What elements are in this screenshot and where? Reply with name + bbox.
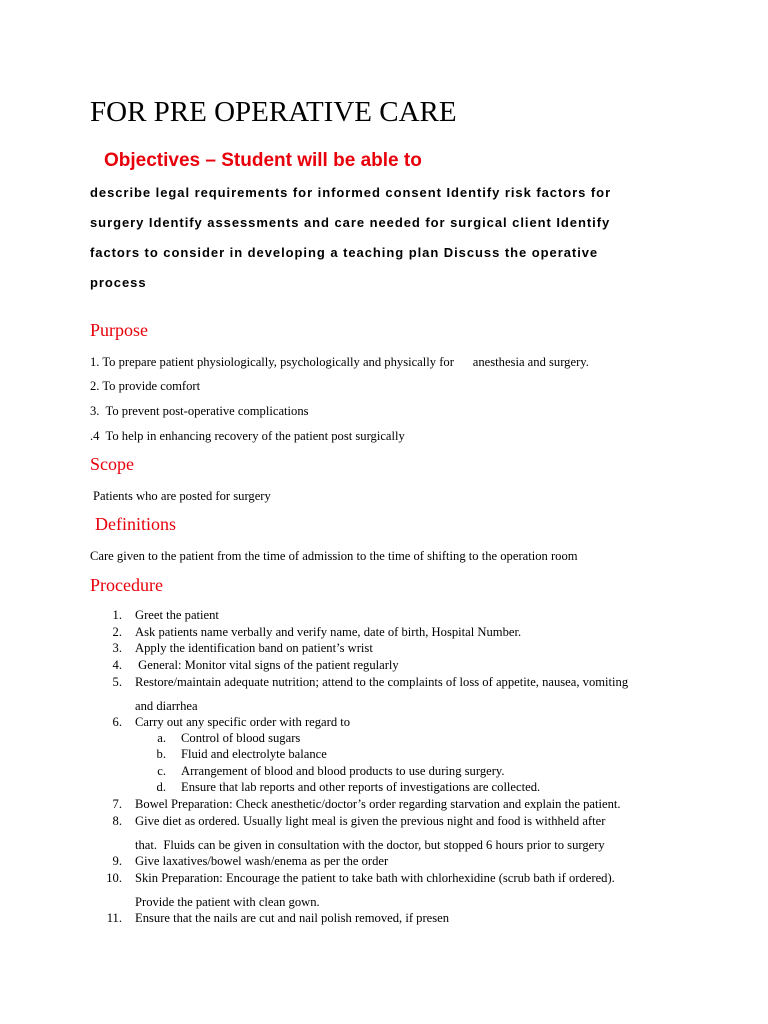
purpose-item: 3. To prevent post-operative complications xyxy=(90,404,309,418)
item-number: 7. xyxy=(112,797,122,811)
item-text: Bowel Preparation: Check anesthetic/doctor’s order regarding starvation and explain the patient. xyxy=(135,797,621,811)
objectives-heading: Objectives – Student will be able to xyxy=(104,150,422,171)
definitions-text: Care given to the patient from the time of admission to the time of shifting to the operation room xyxy=(90,549,578,563)
item-number: 11. xyxy=(106,911,122,925)
item-continuation: that. Fluids can be given in consultation with the doctor, but stopped 6 hours prior to surgery xyxy=(135,838,605,852)
item-number: 3. xyxy=(112,641,122,655)
purpose-item: 1. To prepare patient physiologically, psychologically and physically for anesthesia and surgery. xyxy=(90,355,589,369)
objectives-line: process xyxy=(90,275,147,290)
item-text: Ask patients name verbally and verify name, date of birth, Hospital Number. xyxy=(135,625,522,639)
item-number: 10. xyxy=(106,871,122,885)
item-text: Give diet as ordered. Usually light meal is given the previous night and food is withheld after xyxy=(135,814,606,828)
item-text: Apply the identification band on patient’s wrist xyxy=(135,641,373,655)
purpose-heading: Purpose xyxy=(90,320,148,340)
item-number: 8. xyxy=(112,814,122,828)
item-text: Greet the patient xyxy=(135,608,219,622)
item-number: 1. xyxy=(112,608,122,622)
sub-item-letter: a. xyxy=(157,731,166,745)
item-continuation: Provide the patient with clean gown. xyxy=(135,895,320,909)
scope-heading: Scope xyxy=(90,454,134,474)
definitions-heading: Definitions xyxy=(95,514,176,534)
scope-text: Patients who are posted for surgery xyxy=(93,489,271,503)
purpose-item: .4 To help in enhancing recovery of the patient post surgically xyxy=(90,429,405,443)
sub-item-text: Control of blood sugars xyxy=(181,731,301,745)
item-text: Skin Preparation: Encourage the patient to take bath with chlorhexidine (scrub bath if ordered). xyxy=(135,871,615,885)
item-text: Ensure that the nails are cut and nail polish removed, if presen xyxy=(135,911,450,925)
objectives-line: factors to consider in developing a teaching plan Discuss the operative xyxy=(90,245,599,260)
item-text: Give laxatives/bowel wash/enema as per the order xyxy=(135,854,389,868)
purpose-item: 2. To provide comfort xyxy=(90,379,201,393)
sub-item-text: Arrangement of blood and blood products to use during surgery. xyxy=(181,764,505,778)
objectives-line: describe legal requirements for informed consent Identify risk factors for xyxy=(90,185,612,200)
procedure-heading: Procedure xyxy=(90,575,163,595)
item-text: Restore/maintain adequate nutrition; attend to the complaints of loss of appetite, nausea, vomiting xyxy=(135,675,629,689)
item-number: 5. xyxy=(112,675,122,689)
item-text: Carry out any specific order with regard to xyxy=(135,715,351,729)
item-number: 4. xyxy=(112,658,122,672)
item-text: General: Monitor vital signs of the patient regularly xyxy=(135,658,399,672)
sub-item-letter: c. xyxy=(157,764,166,778)
sub-item-letter: b. xyxy=(156,747,166,761)
sub-item-letter: d. xyxy=(156,780,166,794)
page-title: FOR PRE OPERATIVE CARE xyxy=(90,96,457,128)
objectives-line: surgery Identify assessments and care needed for surgical client Identify xyxy=(90,215,611,230)
item-number: 6. xyxy=(112,715,122,729)
item-continuation: and diarrhea xyxy=(135,699,198,713)
item-number: 9. xyxy=(112,854,122,868)
item-number: 2. xyxy=(112,625,122,639)
sub-item-text: Fluid and electrolyte balance xyxy=(181,747,327,761)
sub-item-text: Ensure that lab reports and other reports of investigations are collected. xyxy=(181,780,541,794)
